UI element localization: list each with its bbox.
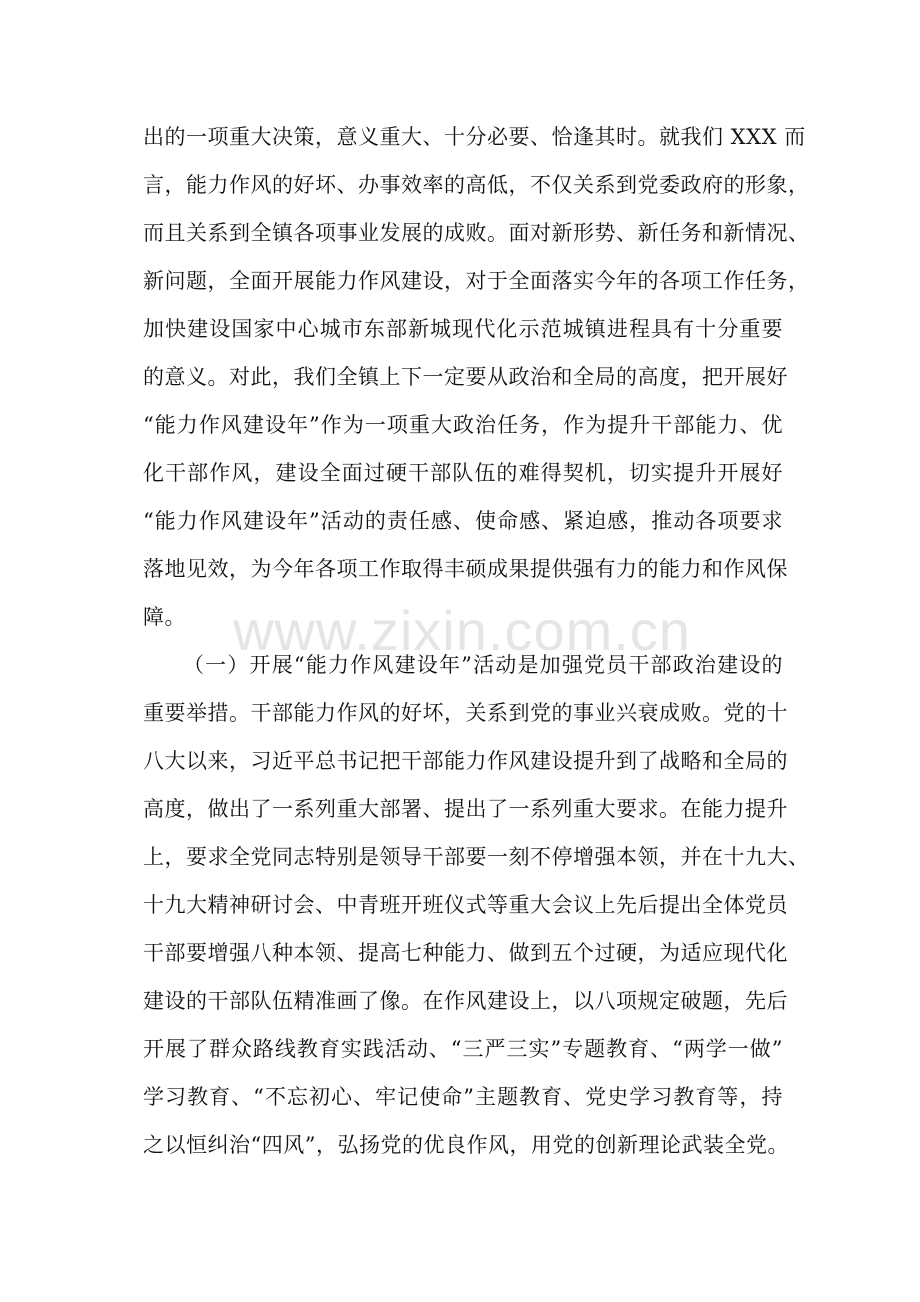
text-line: 加快建设国家中心城市东部新城现代化示范城镇进程具有十分重要 <box>143 317 783 341</box>
text-line: 开展了群众路线教育实践活动、“三严三实”专题教育、“两学一做” <box>143 1037 783 1061</box>
text-line: 而且关系到全镇各项事业发展的成败。面对新形势、新任务和新情况、 <box>143 221 810 245</box>
text-line: 学习教育、“不忘初心、牢记使命”主题教育、党史学习教育等，持 <box>143 1085 783 1109</box>
watermark: www.zixin.com.cn <box>233 599 691 662</box>
text-line: 之以恒纠治“四风”，弘扬党的优良作风，用党的创新理论武装全党。 <box>143 1133 789 1157</box>
paragraph-1 <box>143 117 810 645</box>
text-line: 障。 <box>143 605 186 629</box>
text-line: 高度，做出了一系列重大部署、提出了一系列重大要求。在能力提升 <box>143 797 788 821</box>
text-line: “能力作风建设年”活动的责任感、使命感、紧迫感，推动各项要求 <box>143 509 783 533</box>
text-line: 建设的干部队伍精准画了像。在作风建设上，以八项规定破题，先后 <box>143 989 788 1013</box>
text-line: 言，能力作风的好坏、办事效率的高低，不仅关系到党委政府的形象， <box>143 173 810 197</box>
text-line: 落地见效，为今年各项工作取得丰硕成果提供强有力的能力和作风保 <box>143 557 788 581</box>
paragraph-2 <box>143 645 810 1173</box>
text-line: 出的一项重大决策，意义重大、十分必要、恰逢其时。就我们 XXX 而 <box>143 125 806 149</box>
body-text <box>143 117 810 1173</box>
text-line: 化干部作风，建设全面过硬干部队伍的难得契机，切实提升开展好 <box>143 461 783 485</box>
text-line: 上，要求全党同志特别是领导干部要一刻不停增强本领，并在十九大、 <box>143 845 810 869</box>
text-line: 干部要增强八种本领、提高七种能力、做到五个过硬，为适应现代化 <box>143 941 788 965</box>
text-line: 新问题，全面开展能力作风建设，对于全面落实今年的各项工作任务， <box>143 269 810 293</box>
text-line: 的意义。对此，我们全镇上下一定要从政治和全局的高度，把开展好 <box>143 365 788 389</box>
text-line: 八大以来，习近平总书记把干部能力作风建设提升到了战略和全局的 <box>143 749 788 773</box>
text-line: 十九大精神研讨会、中青班开班仪式等重大会议上先后提出全体党员 <box>143 893 788 917</box>
text-line: “能力作风建设年”作为一项重大政治任务，作为提升干部能力、优 <box>143 413 783 437</box>
text-line: 重要举措。干部能力作风的好坏，关系到党的事业兴衰成败。党的十 <box>143 701 788 725</box>
text-line: （一）开展“能力作风建设年”活动是加强党员干部政治建设的 <box>183 653 783 677</box>
